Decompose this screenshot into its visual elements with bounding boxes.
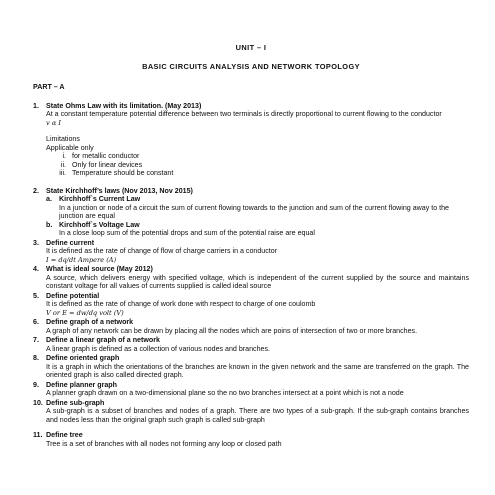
question-2-heading xyxy=(33,187,469,196)
answer-text: It is defined as the rate of change of flow of charge carriers in a conductor xyxy=(46,247,278,255)
question-title: Define tree xyxy=(46,431,83,439)
question-11 xyxy=(33,431,469,448)
answer-text: Tree is a set of branches with all nodes not forming any loop or closed path xyxy=(46,439,282,448)
roman-numeral: iii. xyxy=(59,169,66,177)
question-number: 5. xyxy=(33,291,39,300)
question-2 xyxy=(33,187,469,238)
question-title: State Ohms Law with its limitation. (May 2013) xyxy=(46,101,202,110)
question-title: Define current xyxy=(46,238,95,247)
question-title: Define oriented graph xyxy=(46,354,120,362)
answer-text: A linear graph is defined as a collection of various nodes and branches. xyxy=(46,344,270,353)
question-title: Define a linear graph of a network xyxy=(46,336,160,344)
formula: V or E = dw/dq volt (V) xyxy=(46,308,124,317)
question-number: 11. xyxy=(33,431,43,439)
answer-text: A sub-graph is a subset of branches and nodes of a graph. There are two types of a sub-graph. If the sub-graph contains branches and nodes less than the original graph such graph is called sub-graph xyxy=(46,407,469,424)
unit-title: UNIT – I xyxy=(235,43,267,52)
roman-numeral: i. xyxy=(62,152,66,160)
formula: v α I xyxy=(46,118,61,127)
question-6 xyxy=(33,318,469,335)
sub-letter: a. xyxy=(46,195,52,203)
question-title: Define potential xyxy=(46,291,100,300)
limitation-text: for metallic conductor xyxy=(72,152,140,160)
question-number: 7. xyxy=(33,336,39,344)
answer-text: A planner graph drawn on a two-dimensional plane so the no two branches intersect at a point which is not a node xyxy=(46,389,404,397)
limitation-item xyxy=(46,152,469,161)
question-title: Define sub-graph xyxy=(46,398,105,407)
question-number: 3. xyxy=(33,238,39,247)
answer-text: It is defined as the rate of change of work done with respect to charge of one coulomb xyxy=(46,300,316,308)
question-8-heading xyxy=(33,354,469,363)
question-number: 10. xyxy=(33,398,43,407)
question-title: State Kirchhoff’s laws (Nov 2013, Nov 2015) xyxy=(46,186,193,195)
sub-question-title: Kirchhoff`s Current Law xyxy=(59,195,141,203)
sub-answer-text: In a close loop sum of the potential drops and sum of the potential raise are equal xyxy=(59,229,315,237)
limitations-title: Limitations xyxy=(46,135,80,143)
limitation-item xyxy=(46,169,469,178)
question-11-heading xyxy=(33,431,469,440)
question-number: 2. xyxy=(33,186,39,195)
question-5-heading xyxy=(33,292,469,301)
sub-question-b-heading xyxy=(33,221,469,230)
part-title: PART – A xyxy=(33,83,65,91)
sub-answer-text: In a junction or node of a circuit the sum of current flowing towards to the junction and sum of the current flowing away to the junction are equal xyxy=(59,203,449,220)
question-8 xyxy=(33,354,469,380)
limitations-intro: Applicable only xyxy=(46,143,94,152)
question-number: 1. xyxy=(33,101,39,110)
question-5 xyxy=(33,292,469,318)
sub-question-title: Kirchhoff`s Voltage Law xyxy=(59,220,140,229)
answer-text: A source, which delivers energy with specified voltage, which is independent of the current supplied by the source and maintains constant voltage for all values of currents supplied is called ideal source xyxy=(46,273,469,290)
answer-text: It is a graph in which the orientations of the branches are known in the given network and the same are transferred on the graph. The oriented graph is also called directed graph. xyxy=(46,362,469,379)
question-7 xyxy=(33,336,469,353)
limitation-item xyxy=(46,161,469,170)
question-9 xyxy=(33,381,469,398)
formula: I = dq/dt Ampere (A) xyxy=(46,255,117,264)
answer-text: A graph of any network can be drawn by placing all the nodes which are poins of intersection of two or more branches. xyxy=(46,326,418,335)
question-1 xyxy=(33,102,469,178)
question-4 xyxy=(33,265,469,291)
question-number: 9. xyxy=(33,380,39,389)
question-1-heading xyxy=(33,102,469,111)
question-7-heading xyxy=(33,336,469,345)
limitation-text: Temperature should be constant xyxy=(72,169,174,177)
main-title: BASIC CIRCUITS ANALYSIS AND NETWORK TOPOLOGY xyxy=(142,61,360,71)
limitation-text: Only for linear devices xyxy=(72,160,143,169)
sub-question-a-heading xyxy=(33,195,469,204)
question-3-heading xyxy=(33,239,469,248)
question-title: Define planner graph xyxy=(46,380,117,389)
question-number: 4. xyxy=(33,265,39,273)
question-number: 6. xyxy=(33,318,39,326)
question-number: 8. xyxy=(33,354,39,362)
roman-numeral: ii. xyxy=(60,160,66,169)
question-10 xyxy=(33,399,469,425)
question-title: What is ideal source (May 2012) xyxy=(46,265,153,273)
question-10-heading xyxy=(33,399,469,408)
question-9-heading xyxy=(33,381,469,390)
answer-text: At a constant temperature potential difference between two terminals is directly proportional to current flowing to the conductor xyxy=(46,110,442,118)
question-title: Define graph of a network xyxy=(46,318,134,326)
question-6-heading xyxy=(33,318,469,327)
question-4-heading xyxy=(33,265,469,274)
limitations-block xyxy=(33,135,469,178)
question-3 xyxy=(33,239,469,265)
sub-letter: b. xyxy=(46,220,53,229)
